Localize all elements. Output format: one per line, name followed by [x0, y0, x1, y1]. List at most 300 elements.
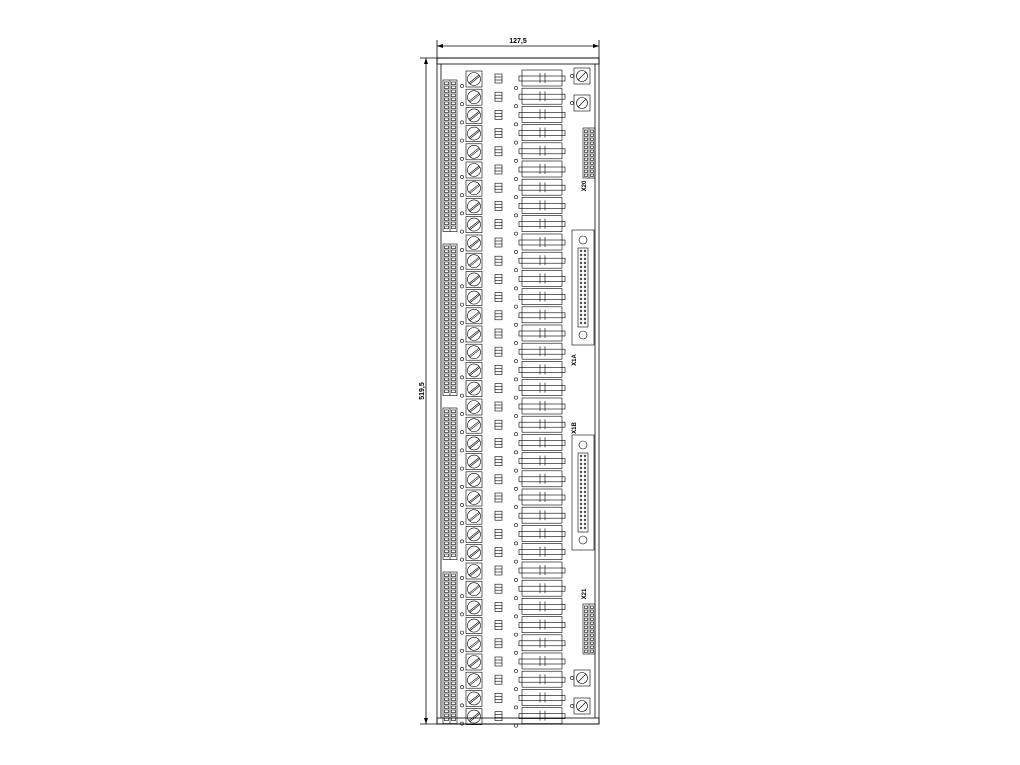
terminal-pin	[452, 334, 456, 337]
terminal-pin	[452, 518, 456, 521]
terminal-pin	[445, 714, 449, 717]
indicator-led	[460, 175, 463, 178]
terminal-pin	[445, 502, 449, 505]
terminal-pin	[445, 386, 449, 389]
terminal-pin	[445, 602, 449, 605]
terminal-pin	[445, 710, 449, 713]
terminal-pin	[445, 518, 449, 521]
terminal-pin	[445, 166, 449, 169]
screw-slot	[469, 130, 479, 138]
screw-slot	[469, 257, 479, 265]
connector-pin	[580, 523, 582, 525]
fuse-chip	[495, 402, 502, 411]
terminal-pin	[445, 606, 449, 609]
terminal-pin	[445, 170, 449, 173]
terminal-pin	[445, 382, 449, 385]
terminal-pin	[445, 110, 449, 113]
terminal-pin	[445, 658, 449, 661]
connector-pin	[580, 294, 582, 296]
height-dimension-label: 519,5	[419, 382, 426, 400]
terminal-pin	[452, 662, 456, 665]
terminal-pin	[452, 86, 456, 89]
header-pin	[591, 610, 594, 612]
terminal-pin	[452, 146, 456, 149]
terminal-pin	[452, 554, 456, 557]
connector-pin	[584, 487, 586, 489]
indicator-led	[514, 305, 517, 308]
terminal-pin	[452, 362, 456, 365]
indicator-led	[514, 433, 517, 436]
connector-pin	[580, 471, 582, 473]
connector-pin	[584, 290, 586, 292]
screw-slot	[469, 494, 479, 502]
relay-clip	[519, 94, 565, 99]
connector-pin	[584, 266, 586, 268]
terminal-pin	[452, 606, 456, 609]
header-pin	[585, 642, 588, 644]
terminal-pin	[445, 134, 449, 137]
fuse-chip	[495, 475, 502, 484]
fuse-chip	[495, 183, 502, 192]
header-pin	[591, 146, 594, 148]
indicator-led	[460, 485, 463, 488]
connector-pin	[580, 463, 582, 465]
fuse-chip	[495, 293, 502, 302]
relay-clip	[519, 513, 565, 518]
connector-pin	[580, 250, 582, 252]
terminal-pin	[445, 670, 449, 673]
screw-slot	[469, 421, 479, 429]
screw-slot	[470, 295, 480, 303]
relay-clip	[519, 276, 565, 281]
indicator-led	[460, 248, 463, 251]
terminal-pin	[452, 646, 456, 649]
indicator-led	[460, 358, 463, 361]
terminal-pin	[452, 510, 456, 513]
terminal-pin	[445, 98, 449, 101]
connector-pin	[584, 463, 586, 465]
indicator-led	[514, 214, 517, 217]
screw-slot	[470, 714, 480, 722]
connector-pin	[580, 262, 582, 264]
terminal-pin	[445, 678, 449, 681]
terminal-pin	[452, 506, 456, 509]
screw-slot	[470, 258, 480, 266]
indicator-led	[514, 724, 517, 727]
terminal-pin	[445, 478, 449, 481]
terminal-pin	[445, 634, 449, 637]
terminal-pin	[452, 190, 456, 193]
terminal-pin	[452, 274, 456, 277]
terminal-pin	[452, 534, 456, 537]
terminal-pin	[452, 690, 456, 693]
terminal-pin	[452, 214, 456, 217]
terminal-pin	[445, 94, 449, 97]
terminal-pin	[445, 90, 449, 93]
relay-clip	[519, 295, 565, 300]
connector-pin	[584, 519, 586, 521]
terminal-pin	[452, 442, 456, 445]
connector-pin	[580, 298, 582, 300]
terminal-pin	[445, 210, 449, 213]
terminal-pin	[445, 622, 449, 625]
relay-body	[522, 234, 562, 250]
indicator-led	[460, 540, 463, 543]
terminal-pin	[452, 110, 456, 113]
relay-clip	[519, 76, 565, 81]
terminal-pin	[452, 318, 456, 321]
terminal-pin	[452, 218, 456, 221]
connector-pin	[580, 278, 582, 280]
terminal-pin	[445, 514, 449, 517]
terminal-pin	[452, 354, 456, 357]
terminal-pin	[445, 630, 449, 633]
screw-slot	[470, 513, 480, 521]
fuse-chip	[495, 256, 502, 265]
terminal-pin	[452, 98, 456, 101]
header-pin	[591, 626, 594, 628]
width-dimension-label: 127,5	[509, 38, 527, 45]
terminal-pin	[445, 198, 449, 201]
relay-clip	[519, 203, 565, 208]
connector-pin	[580, 515, 582, 517]
terminal-pin	[452, 346, 456, 349]
screw-slot	[469, 622, 479, 630]
header-pin	[585, 618, 588, 620]
terminal-pin	[445, 162, 449, 165]
terminal-pin	[445, 106, 449, 109]
indicator-led	[460, 321, 463, 324]
terminal-pin	[445, 146, 449, 149]
fuse-chip	[495, 110, 502, 119]
terminal-pin	[452, 198, 456, 201]
fuse-chip	[495, 584, 502, 593]
indicator-led	[514, 250, 517, 253]
screw-slot	[469, 658, 479, 666]
terminal-pin	[445, 482, 449, 485]
header-pin	[585, 630, 588, 632]
indicator-led	[460, 649, 463, 652]
relay-body	[522, 708, 562, 724]
terminal-pin	[445, 266, 449, 269]
header-pin	[591, 650, 594, 652]
terminal-pin	[445, 258, 449, 261]
header-pin	[591, 162, 594, 164]
terminal-pin	[452, 102, 456, 105]
terminal-pin	[452, 678, 456, 681]
fuse-chip	[495, 639, 502, 648]
connector-pin	[580, 503, 582, 505]
indicator-led	[514, 469, 517, 472]
terminal-pin	[445, 82, 449, 85]
fuse-chip	[495, 384, 502, 393]
relay-body	[522, 471, 562, 487]
terminal-pin	[445, 222, 449, 225]
terminal-pin	[452, 526, 456, 529]
terminal-pin	[452, 134, 456, 137]
relay-body	[522, 598, 562, 614]
terminal-pin	[452, 162, 456, 165]
terminal-pin	[445, 626, 449, 629]
terminal-pin	[445, 338, 449, 341]
terminal-pin	[445, 290, 449, 293]
terminal-pin	[452, 502, 456, 505]
screw-slot	[469, 221, 479, 229]
header-pin	[585, 170, 588, 172]
connector-pin	[580, 527, 582, 529]
header-pin	[585, 158, 588, 160]
connector-pin	[584, 459, 586, 461]
terminal-pin	[445, 278, 449, 281]
terminal-pin	[452, 294, 456, 297]
terminal-pin	[445, 322, 449, 325]
connector-pin	[584, 322, 586, 324]
terminal-pin	[452, 182, 456, 185]
screw-slot	[470, 623, 480, 631]
terminal-pin	[445, 174, 449, 177]
terminal-pin	[452, 418, 456, 421]
header-pin	[585, 610, 588, 612]
header-pin	[591, 142, 594, 144]
screw-slot	[470, 222, 480, 230]
connector-pin	[580, 270, 582, 272]
terminal-pin	[445, 218, 449, 221]
screw-slot	[470, 550, 480, 558]
terminal-pin	[445, 330, 449, 333]
fuse-chip	[495, 220, 502, 229]
terminal-pin	[445, 434, 449, 437]
connector-pin	[580, 511, 582, 513]
screw-slot	[470, 604, 480, 612]
terminal-pin	[452, 482, 456, 485]
indicator-led	[460, 449, 463, 452]
screw-slot	[469, 330, 479, 338]
header-pin	[585, 146, 588, 148]
indicator-led	[514, 669, 517, 672]
fuse-chip	[495, 712, 502, 721]
terminal-pin	[452, 94, 456, 97]
relay-body	[522, 161, 562, 177]
screw-slot	[470, 76, 480, 84]
connector-pin	[584, 475, 586, 477]
terminal-pin	[445, 706, 449, 709]
indicator-led	[570, 101, 573, 104]
terminal-pin	[452, 582, 456, 585]
connector-label-x21: X21	[582, 588, 588, 600]
header-pin	[591, 154, 594, 156]
terminal-pin	[452, 610, 456, 613]
connector-pin	[580, 322, 582, 324]
terminal-pin	[452, 598, 456, 601]
terminal-pin	[445, 318, 449, 321]
terminal-pin	[452, 122, 456, 125]
screw-slot	[470, 203, 480, 211]
mounting-hole	[579, 236, 587, 244]
screw-slot	[469, 530, 479, 538]
terminal-pin	[445, 374, 449, 377]
header-pin	[591, 158, 594, 160]
terminal-pin	[452, 270, 456, 273]
screw-slot	[470, 276, 480, 284]
header-pin	[585, 606, 588, 608]
relay-clip	[519, 677, 565, 682]
indicator-led	[514, 269, 517, 272]
terminal-pin	[452, 470, 456, 473]
terminal-pin	[452, 82, 456, 85]
screw-slot	[469, 713, 479, 721]
fuse-chip	[495, 675, 502, 684]
terminal-pin	[452, 670, 456, 673]
relay-body	[522, 525, 562, 541]
screw-slot	[469, 640, 479, 648]
terminal-pin	[445, 614, 449, 617]
screw-slot	[469, 294, 479, 302]
connector-label-x1b: X1B	[572, 422, 578, 434]
terminal-pin	[445, 530, 449, 533]
terminal-pin	[452, 622, 456, 625]
ribbon-connector-frame	[572, 230, 594, 345]
terminal-pin	[452, 158, 456, 161]
indicator-led	[460, 431, 463, 434]
terminal-pin	[445, 582, 449, 585]
header-pin	[591, 174, 594, 176]
indicator-led	[514, 177, 517, 180]
terminal-pin	[452, 694, 456, 697]
connector-pin	[580, 318, 582, 320]
terminal-pin	[445, 326, 449, 329]
terminal-pin	[445, 446, 449, 449]
terminal-pin	[452, 282, 456, 285]
connector-pin	[584, 503, 586, 505]
fuse-chip	[495, 165, 502, 174]
terminal-pin	[445, 310, 449, 313]
terminal-pin	[445, 314, 449, 317]
indicator-led	[460, 667, 463, 670]
terminal-pin	[445, 546, 449, 549]
terminal-pin	[452, 254, 456, 257]
connector-pin	[584, 507, 586, 509]
terminal-pin	[452, 322, 456, 325]
screw-slot	[469, 75, 479, 83]
terminal-pin	[452, 130, 456, 133]
terminal-pin	[445, 618, 449, 621]
terminal-pin	[452, 166, 456, 169]
screw-slot	[470, 313, 480, 321]
connector-pin	[584, 314, 586, 316]
connector-pin	[580, 302, 582, 304]
connector-pin	[580, 282, 582, 284]
terminal-pin	[452, 550, 456, 553]
screw-slot	[470, 149, 480, 157]
screw-slot	[469, 312, 479, 320]
screw-slot	[469, 694, 479, 702]
terminal-pin	[445, 590, 449, 593]
connector-pin	[584, 278, 586, 280]
terminal-pin	[452, 546, 456, 549]
connector-pin	[584, 318, 586, 320]
mounting-hole	[579, 536, 587, 544]
screw-slot	[469, 166, 479, 174]
connector-pin	[580, 479, 582, 481]
terminal-pin	[445, 282, 449, 285]
terminal-pin	[452, 494, 456, 497]
terminal-pin	[452, 150, 456, 153]
relay-clip	[519, 367, 565, 372]
terminal-pin	[452, 498, 456, 501]
relay-clip	[519, 222, 565, 227]
screw-slot	[469, 585, 479, 593]
indicator-led	[460, 267, 463, 270]
connector-pin	[584, 258, 586, 260]
relay-clip	[519, 112, 565, 117]
terminal-pin	[445, 510, 449, 513]
indicator-led	[514, 597, 517, 600]
terminal-pin	[452, 106, 456, 109]
connector-pin	[584, 511, 586, 513]
terminal-pin	[445, 490, 449, 493]
screw-slot	[469, 366, 479, 374]
indicator-led	[514, 487, 517, 490]
screw-slot	[469, 439, 479, 447]
indicator-led	[460, 139, 463, 142]
relay-body	[522, 289, 562, 305]
indicator-led	[514, 159, 517, 162]
terminal-pin	[452, 462, 456, 465]
connector-label-x1a: X1A	[572, 354, 578, 366]
connector-pin	[584, 515, 586, 517]
relay-body	[522, 70, 562, 86]
indicator-led	[514, 378, 517, 381]
indicator-led	[514, 505, 517, 508]
terminal-pin	[452, 178, 456, 181]
terminal-pin	[445, 298, 449, 301]
potentiometer-slot	[578, 702, 586, 710]
terminal-pin	[452, 438, 456, 441]
relay-clip	[519, 568, 565, 573]
indicator-led	[460, 121, 463, 124]
connector-pin	[580, 310, 582, 312]
fuse-chip	[495, 365, 502, 374]
connector-pin	[580, 274, 582, 276]
relay-clip	[519, 422, 565, 427]
terminal-pin	[452, 414, 456, 417]
header-pin	[591, 130, 594, 132]
terminal-pin	[452, 626, 456, 629]
relay-body	[522, 453, 562, 469]
relay-clip	[519, 440, 565, 445]
terminal-pin	[445, 194, 449, 197]
header-pin	[591, 614, 594, 616]
screw-slot	[469, 202, 479, 210]
terminal-pin	[452, 614, 456, 617]
fuse-chip	[495, 147, 502, 156]
relay-body	[522, 143, 562, 159]
terminal-pin	[445, 130, 449, 133]
indicator-led	[514, 323, 517, 326]
indicator-led	[460, 613, 463, 616]
connector-pin	[584, 286, 586, 288]
indicator-led	[514, 633, 517, 636]
indicator-led	[460, 230, 463, 233]
indicator-led	[460, 303, 463, 306]
connector-pin	[584, 274, 586, 276]
connector-pin	[584, 483, 586, 485]
terminal-pin	[452, 310, 456, 313]
indicator-led	[514, 141, 517, 144]
terminal-pin	[445, 686, 449, 689]
ribbon-connector-shell	[578, 248, 588, 327]
fuse-chip	[495, 693, 502, 702]
